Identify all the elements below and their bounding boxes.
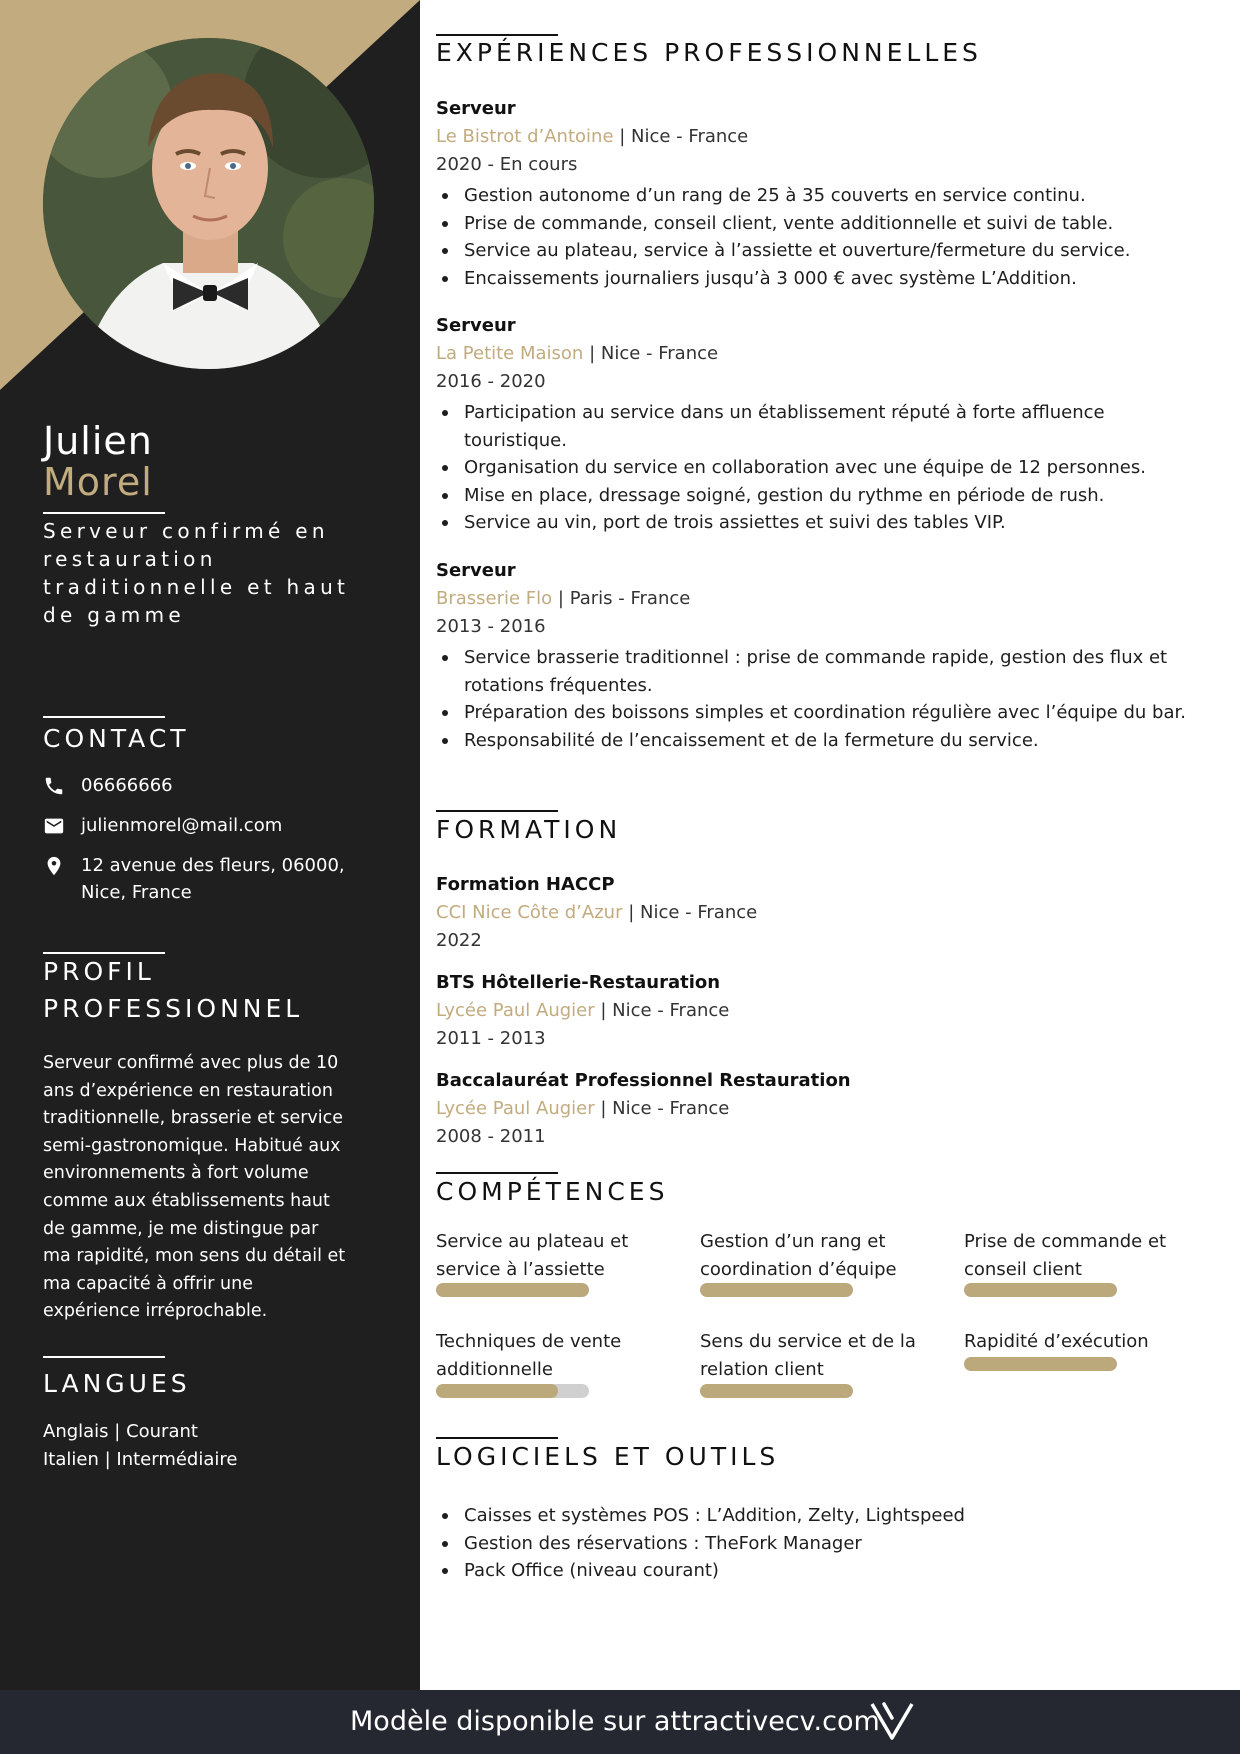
footer-banner [0, 1690, 1240, 1754]
job-entry [436, 312, 1196, 537]
school-line [436, 997, 1196, 1025]
phone-icon [43, 775, 65, 797]
school-location: | Nice - France [594, 1000, 730, 1021]
skill-label: Gestion d’un rang et [700, 1231, 886, 1252]
skill-item [436, 1328, 666, 1383]
company-name: Le Bistrot d’Antoine [436, 126, 614, 147]
mail-icon [43, 815, 65, 837]
divider [436, 810, 558, 812]
list-item: Participation au service dans un établissement réputé à forte affluence touristique. [464, 399, 1154, 454]
divider [43, 1356, 165, 1358]
divider [436, 1172, 558, 1174]
list-item: Pack Office (niveau courant) [464, 1557, 1204, 1585]
skill-bar [436, 1283, 589, 1297]
contact-heading: CONTACT [43, 724, 190, 753]
profile-heading: PROFIL [43, 957, 155, 986]
degree-name: BTS Hôtellerie-Restauration [436, 972, 721, 993]
summary-line: environnements à fort volume [43, 1163, 309, 1184]
tools-heading: LOGICIELS ET OUTILS [436, 1442, 780, 1471]
skill-bar [964, 1283, 1117, 1297]
last-name: Morel [43, 460, 153, 504]
skill-bar-fill [700, 1283, 853, 1297]
summary-line: expérience irréprochable. [43, 1301, 268, 1322]
phone-number[interactable]: 06666666 [81, 775, 173, 796]
skill-bar [700, 1283, 853, 1297]
divider [43, 716, 165, 718]
school-location: | Nice - France [622, 902, 758, 923]
language-item: Italien | Intermédiaire [43, 1449, 238, 1470]
skill-item [964, 1228, 1194, 1283]
school-name: CCI Nice Côte d’Azur [436, 902, 623, 923]
list-item: Service au plateau, service à l’assiette et ouverture/fermeture du service. [464, 237, 1196, 265]
job-entry [436, 95, 1196, 292]
sidebar [0, 0, 420, 1690]
job-tagline: Serveur confirmé en restauration traditionnelle et haut de gamme [43, 519, 350, 627]
skill-label: Prise de commande et [964, 1231, 1167, 1252]
divider [436, 1437, 558, 1439]
summary-line: de gamme, je me distingue par [43, 1218, 319, 1239]
summary-line: comme aux établissements haut [43, 1190, 330, 1211]
location-pin-icon [43, 855, 65, 877]
job-role: Serveur [436, 315, 516, 336]
skill-item [700, 1228, 930, 1283]
profile-heading: PROFESSIONNEL [43, 994, 304, 1023]
address-line: Nice, France [81, 882, 192, 903]
school-line [436, 1095, 1196, 1123]
skill-label: additionnelle [436, 1358, 553, 1380]
school-name: Lycée Paul Augier [436, 1098, 595, 1119]
education-dates: 2011 - 2013 [436, 1028, 546, 1049]
profile-summary [43, 1050, 363, 1326]
address [81, 852, 381, 906]
job-dates: 2013 - 2016 [436, 616, 546, 637]
skill-label: coordination d’équipe [700, 1258, 897, 1280]
job-tasks [436, 399, 1154, 537]
list-item: Encaissements journaliers jusqu’à 3 000 € avec système L’Addition. [464, 265, 1196, 293]
skill-bar [964, 1357, 1117, 1371]
profile-photo [43, 38, 374, 369]
skill-label: Techniques de vente [436, 1331, 622, 1352]
summary-line: ma rapidité, mon sens du détail et [43, 1246, 346, 1267]
education-entry [436, 871, 1196, 955]
job-employer [436, 123, 1196, 151]
first-name: Julien [43, 419, 153, 463]
school-name: Lycée Paul Augier [436, 1000, 595, 1021]
list-item: Caisses et systèmes POS : L’Addition, Zelty, Lightspeed [464, 1502, 1204, 1530]
job-tasks [436, 182, 1196, 292]
degree-name: Formation HACCP [436, 874, 615, 895]
job-dates: 2016 - 2020 [436, 371, 546, 392]
education-entry [436, 1067, 1196, 1151]
list-item: Service au vin, port de trois assiettes et suivi des tables VIP. [464, 509, 1154, 537]
company-name: Brasserie Flo [436, 588, 553, 609]
skill-label: Service au plateau et [436, 1231, 629, 1252]
skill-label: service à l’assiette [436, 1258, 605, 1280]
skill-label: conseil client [964, 1258, 1082, 1280]
skill-bar-fill [436, 1384, 558, 1398]
skill-label: relation client [700, 1358, 824, 1380]
email-address[interactable]: julienmorel@mail.com [81, 815, 283, 836]
education-dates: 2008 - 2011 [436, 1126, 546, 1147]
summary-line: ma capacité à offrir une [43, 1273, 253, 1294]
job-tasks [436, 644, 1204, 754]
list-item: Service brasserie traditionnel : prise de commande rapide, gestion des flux et rotations fréquentes. [464, 644, 1204, 699]
list-item: Mise en place, dressage soigné, gestion du rythme en période de rush. [464, 482, 1154, 510]
skills-heading: COMPÉTENCES [436, 1177, 669, 1206]
skill-bar [700, 1384, 853, 1398]
divider [43, 512, 165, 514]
school-location: | Nice - France [594, 1098, 730, 1119]
skill-item [964, 1328, 1194, 1356]
skill-item [436, 1228, 666, 1283]
company-name: La Petite Maison [436, 343, 584, 364]
skill-bar [436, 1384, 589, 1398]
job-location: | Nice - France [583, 343, 719, 364]
degree-name: Baccalauréat Professionnel Restauration [436, 1070, 851, 1091]
summary-line: ans d’expérience en restauration [43, 1080, 333, 1101]
job-role: Serveur [436, 560, 516, 581]
job-employer [436, 340, 1196, 368]
skill-bar-fill [964, 1283, 1117, 1297]
skill-item [700, 1328, 930, 1383]
v-logo-icon [870, 1702, 914, 1740]
summary-line: Serveur confirmé avec plus de 10 [43, 1053, 339, 1073]
education-dates: 2022 [436, 930, 482, 951]
summary-line: traditionnelle, brasserie et service [43, 1108, 344, 1129]
summary-line: semi-gastronomique. Habitué aux [43, 1135, 341, 1156]
address-line: 12 avenue des fleurs, 06000, [81, 855, 345, 876]
list-item: Gestion autonome d’un rang de 25 à 35 couverts en service continu. [464, 182, 1196, 210]
education-heading: FORMATION [436, 815, 622, 844]
list-item: Organisation du service en collaboration avec une équipe de 12 personnes. [464, 454, 1154, 482]
skill-label: Sens du service et de la [700, 1331, 916, 1352]
school-line [436, 899, 1196, 927]
language-item: Anglais | Courant [43, 1421, 198, 1442]
education-entry [436, 969, 1196, 1053]
job-entry [436, 557, 1196, 754]
job-role: Serveur [436, 98, 516, 119]
skill-bar-fill [964, 1357, 1117, 1371]
list-item: Responsabilité de l’encaissement et de la fermeture du service. [464, 727, 1204, 755]
job-location: | Paris - France [552, 588, 691, 609]
footer-link[interactable]: Modèle disponible sur attractivecv.com [350, 1706, 880, 1737]
job-dates: 2020 - En cours [436, 154, 578, 175]
tools-list [436, 1502, 1204, 1585]
job-location: | Nice - France [613, 126, 749, 147]
skill-bar-fill [436, 1283, 589, 1297]
list-item: Gestion des réservations : TheFork Manager [464, 1530, 1204, 1558]
skill-bar-fill [700, 1384, 853, 1398]
job-employer [436, 585, 1196, 613]
list-item: Prise de commande, conseil client, vente additionnelle et suivi de table. [464, 210, 1196, 238]
skill-label: Rapidité d’exécution [964, 1331, 1149, 1352]
languages-heading: LANGUES [43, 1369, 191, 1398]
experience-heading: EXPÉRIENCES PROFESSIONNELLES [436, 38, 982, 67]
list-item: Préparation des boissons simples et coordination régulière avec l’équipe du bar. [464, 699, 1204, 727]
